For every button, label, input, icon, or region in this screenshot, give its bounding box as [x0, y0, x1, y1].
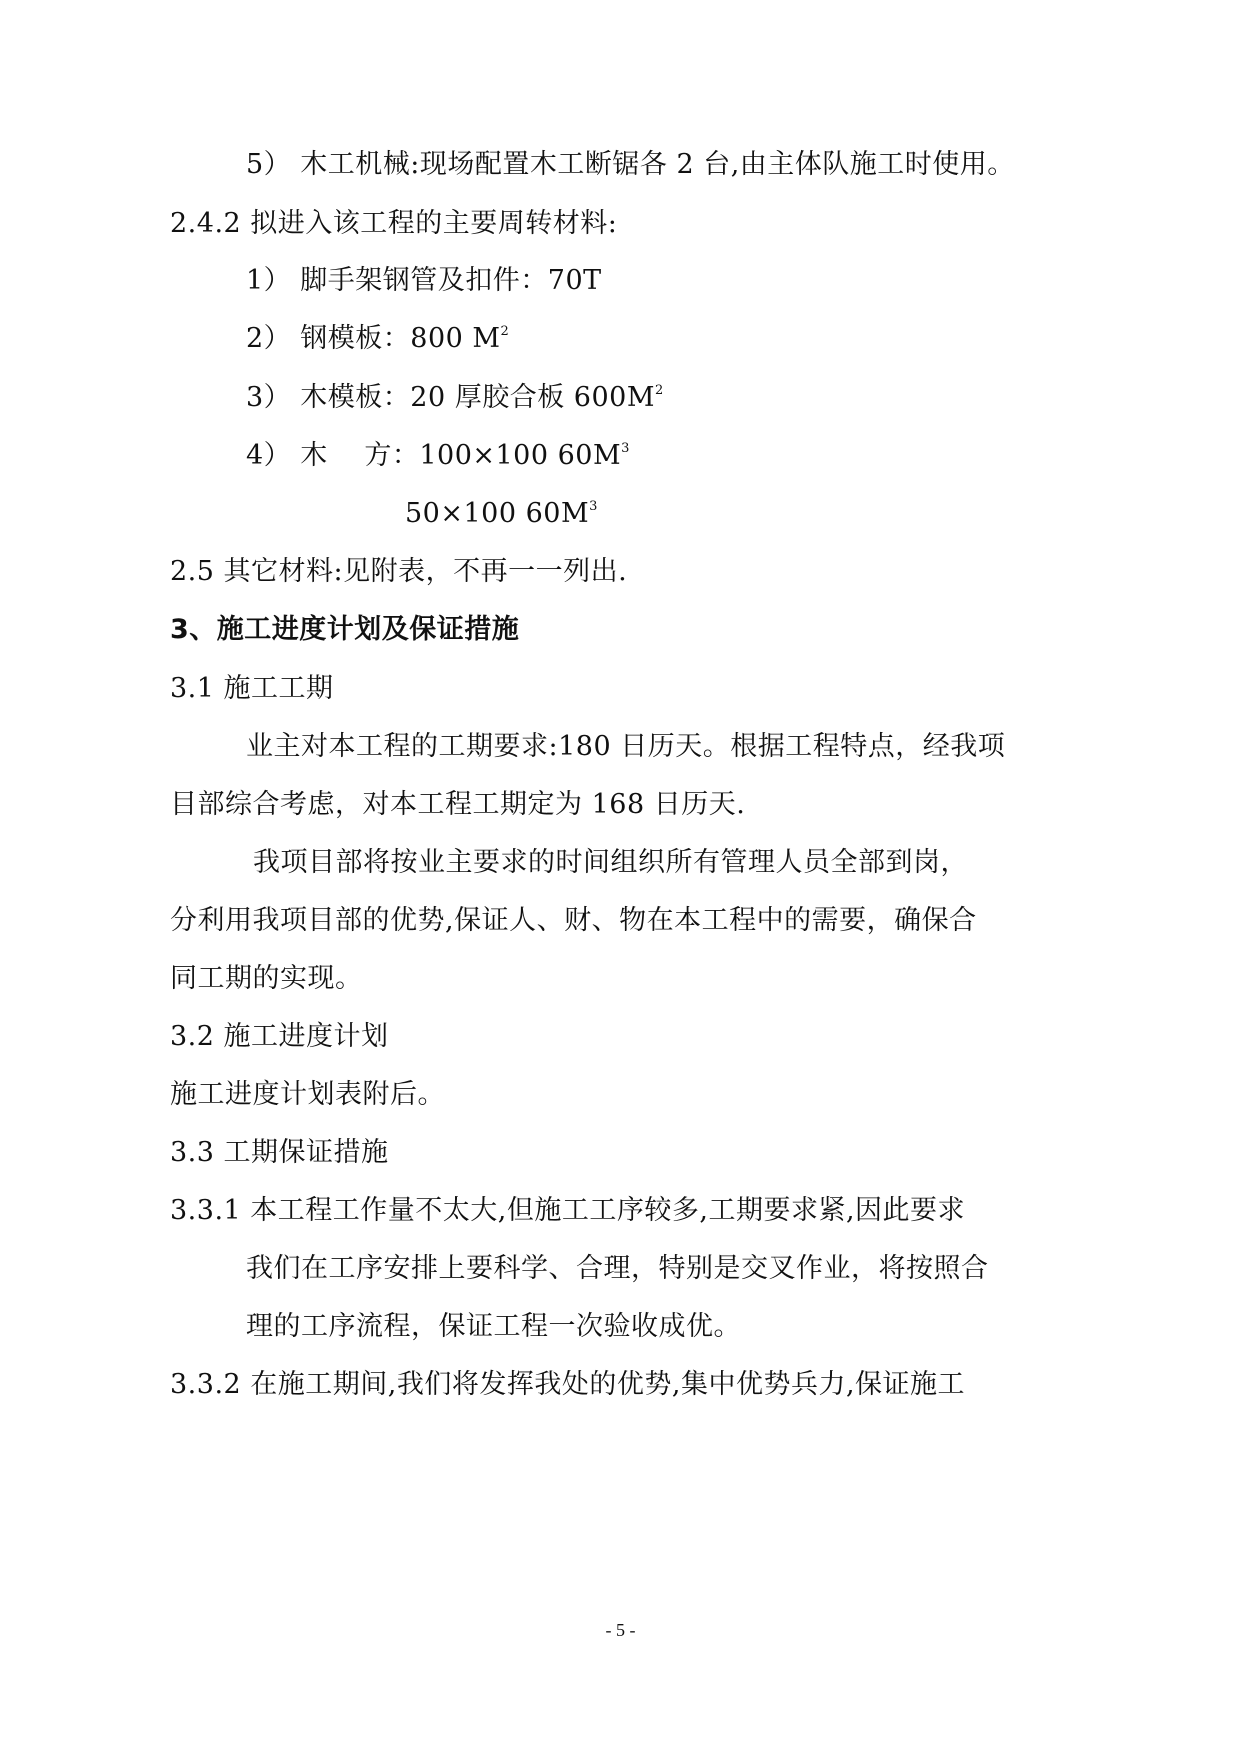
superscript: 2	[654, 383, 664, 398]
list-item-steel-formwork	[246, 322, 509, 356]
section-3-heading	[170, 613, 519, 647]
list-item-timber-continued	[405, 497, 598, 531]
line-text: 3.3.1 本工程工作量不太大,但施工工序较多,工期要求紧,因此要求	[170, 1195, 966, 1226]
line-text: 3.1 施工工期	[170, 673, 334, 704]
line-text: 50×100 60M	[405, 498, 590, 529]
line-text: 同工期的实现。	[170, 963, 363, 994]
line-text: 3.3.2 在施工期间,我们将发挥我处的优势,集中优势兵力,保证施工	[170, 1369, 966, 1400]
list-item-wood-formwork	[246, 381, 664, 415]
superscript: 2	[500, 324, 510, 339]
line-text: 施工进度计划表附后。	[170, 1079, 445, 1110]
section-3-2-title	[170, 1020, 389, 1054]
line-text: 3） 木模板：20 厚胶合板 600M	[246, 382, 655, 413]
paragraph-line	[170, 962, 363, 996]
line-text: 3.3 工期保证措施	[170, 1137, 389, 1168]
paragraph-line	[170, 788, 745, 822]
list-item-woodworking-machinery	[246, 148, 1015, 182]
list-item-timber	[246, 439, 630, 473]
line-text: 分利用我项目部的优势,保证人、财、物在本工程中的需要，确保合	[170, 905, 977, 936]
line-text: 5） 木工机械:现场配置木工断锯各 2 台,由主体队施工时使用。	[246, 149, 1015, 180]
page-number: - 5 -	[605, 1620, 636, 1640]
section-3-1-title	[170, 672, 334, 706]
section-3-3-1-line	[170, 1194, 965, 1228]
list-item-scaffold-pipes	[246, 264, 602, 298]
line-text: 我项目部将按业主要求的时间组织所有管理人员全部到岗，	[253, 847, 968, 878]
line-text: 3、施工进度计划及保证措施	[170, 614, 520, 645]
section-2-4-2-title	[170, 207, 617, 241]
line-text: 1） 脚手架钢管及扣件：70T	[246, 265, 602, 296]
line-text: 2.5 其它材料:见附表，不再一一列出.	[170, 556, 628, 587]
paragraph-line	[170, 904, 977, 938]
paragraph-line	[253, 846, 968, 880]
section-3-3-2-line	[170, 1368, 965, 1402]
line-text: 业主对本工程的工期要求:180 日历天。根据工程特点，经我项	[246, 731, 1006, 762]
superscript: 3	[589, 499, 598, 514]
section-2-5-other-materials	[170, 555, 627, 589]
line-text: 理的工序流程，保证工程一次验收成优。	[246, 1311, 741, 1342]
paragraph-line	[246, 730, 1005, 764]
paragraph-line	[246, 1252, 989, 1286]
line-text: 目部综合考虑，对本工程工期定为 168 日历天.	[170, 789, 746, 820]
line-text: 我们在工序安排上要科学、合理，特别是交叉作业，将按照合	[246, 1253, 989, 1284]
line-text: 3.2 施工进度计划	[170, 1021, 389, 1052]
section-3-3-title	[170, 1136, 389, 1170]
paragraph-line	[170, 1078, 445, 1112]
line-text: 4） 木 方：100×100 60M	[246, 440, 622, 471]
superscript: 3	[621, 441, 630, 456]
paragraph-line	[246, 1310, 741, 1344]
line-text: 2） 钢模板：800 M	[246, 323, 501, 354]
line-text: 2.4.2 拟进入该工程的主要周转材料:	[170, 208, 618, 239]
